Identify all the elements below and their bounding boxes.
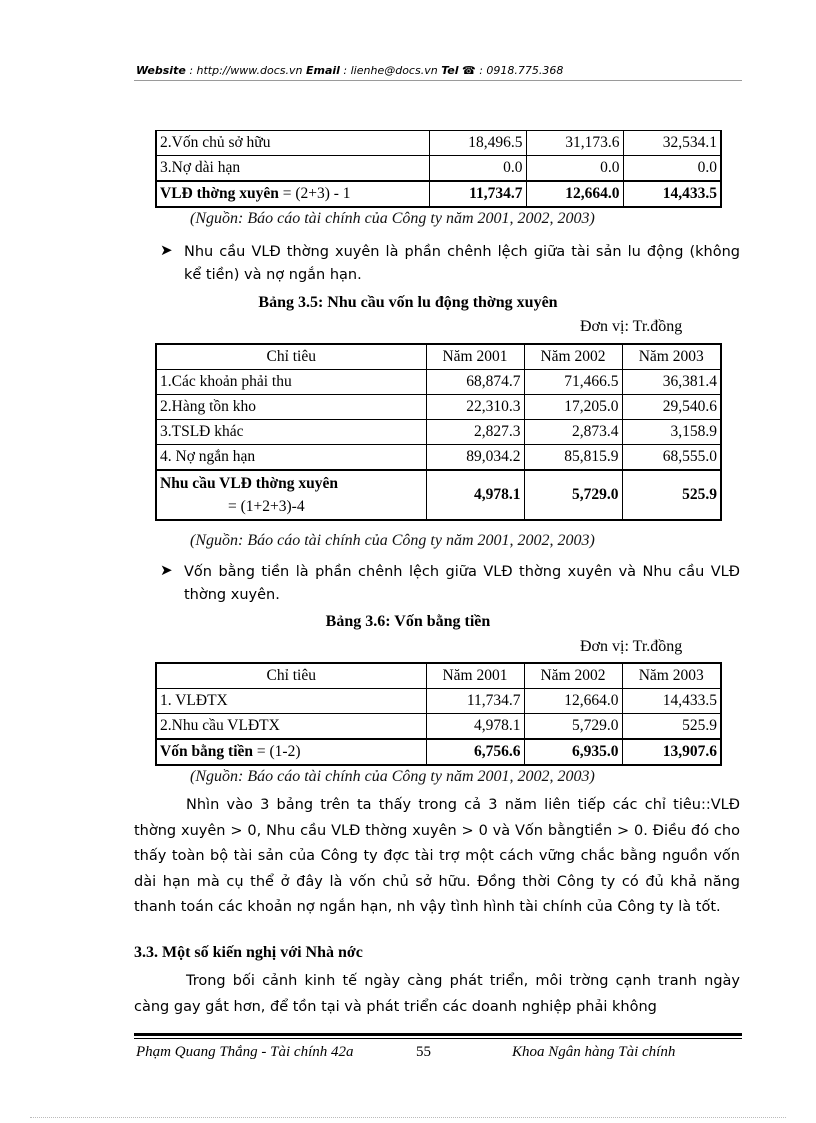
value-2001: 18,496.5 — [429, 131, 526, 156]
page-header — [136, 64, 563, 77]
value-2003: 14,433.5 — [622, 689, 721, 714]
table-header-row — [156, 344, 721, 370]
bullet-text: Vốn bằng tiền là phần chênh lệch giữa VLĐ thờng xuyên và Nhu cầu VLĐ thờng xuyên. — [184, 564, 740, 603]
value-2001: 68,874.7 — [426, 370, 524, 395]
value-2001: 22,310.3 — [426, 395, 524, 420]
value-2002: 0.0 — [526, 156, 623, 182]
row-label: 3.Nợ dài hạn — [156, 156, 429, 182]
value-2003: 3,158.9 — [622, 420, 721, 445]
total-label-bold: VLĐ thờng xuyên — [160, 185, 279, 202]
total-2003: 14,433.5 — [623, 181, 721, 207]
value-2003: 36,381.4 — [622, 370, 721, 395]
total-label-formula: = (2+3) - 1 — [278, 185, 351, 202]
header-cell: Năm 2003 — [622, 663, 721, 689]
table-row — [156, 370, 721, 395]
total-2003: 13,907.6 — [622, 739, 721, 765]
total-label — [156, 181, 429, 207]
total-2001: 6,756.6 — [426, 739, 524, 765]
website-label: Website — [136, 64, 186, 77]
source-note: (Nguồn: Báo cáo tài chính của Công ty năm 2001, 2002, 2003) — [190, 768, 595, 785]
value-2002: 2,873.4 — [524, 420, 622, 445]
value-2001: 0.0 — [429, 156, 526, 182]
table-row — [156, 420, 721, 445]
table-total-row — [156, 739, 721, 765]
table-nhu-cau-vld — [155, 343, 722, 521]
table-unit: Đơn vị: Tr.đồng — [580, 638, 683, 655]
footer-rule — [134, 1033, 742, 1036]
table-row — [156, 714, 721, 740]
value-2002: 71,466.5 — [524, 370, 622, 395]
total-2001: 11,734.7 — [429, 181, 526, 207]
total-label-bold: Nhu cầu VLĐ thờng xuyên — [160, 475, 338, 492]
header-cell: Năm 2002 — [524, 663, 622, 689]
table-header-row — [156, 663, 721, 689]
table-total-row — [156, 181, 721, 207]
value-2003: 32,534.1 — [623, 131, 721, 156]
total-label — [156, 470, 426, 520]
value-2002: 31,173.6 — [526, 131, 623, 156]
value-2003: 0.0 — [623, 156, 721, 182]
email-value[interactable]: : lienhe@docs.vn — [343, 64, 438, 77]
table-von-bang-tien — [155, 662, 722, 766]
body-paragraph: Nhìn vào 3 bảng trên ta thấy trong cả 3 năm liên tiếp các chỉ tiêu::VLĐ thờng xuyên > 0, Nhu cầu VLĐ thờng xuyên > 0 và Vốn bằngtiền > 0. Điều đó cho thấy toàn bộ tài sản của Công ty đợc tài trợ một cách vững chắc bằng nguồn vốn dài hạn mà cụ thể ở đây là vốn chủ sở hữu. Đồng thời Công ty có đủ khả năng thanh toán các khoản nợ ngắn hạn, nh vậy tình hình tài chính của Công ty là tốt. — [134, 797, 740, 915]
value-2001: 89,034.2 — [426, 445, 524, 471]
table-row — [156, 131, 721, 156]
website-value[interactable]: : http://www.docs.vn — [189, 64, 303, 77]
row-label: 1.Các khoản phải thu — [156, 370, 426, 395]
total-2002: 6,935.0 — [524, 739, 622, 765]
row-label: 2.Vốn chủ sở hữu — [156, 131, 429, 156]
table-title: Bảng 3.6: Vốn bằng tiền — [325, 613, 491, 630]
total-label-bold: Vốn bằng tiền — [160, 743, 254, 760]
header-rule — [134, 80, 742, 81]
table-vld-thuong-xuyen — [155, 130, 722, 208]
total-2002: 5,729.0 — [524, 470, 622, 520]
value-2003: 525.9 — [622, 714, 721, 740]
row-label: 1. VLĐTX — [156, 689, 426, 714]
tel-value: : 0918.775.368 — [479, 64, 564, 77]
total-label — [156, 739, 426, 765]
header-cell: Chỉ tiêu — [156, 663, 426, 689]
header-cell: Năm 2001 — [426, 344, 524, 370]
footer-faculty: Khoa Ngân hàng Tài chính — [512, 1044, 676, 1060]
total-label-formula: = (1+2+3)-4 — [228, 498, 305, 515]
header-cell: Năm 2003 — [622, 344, 721, 370]
value-2002: 17,205.0 — [524, 395, 622, 420]
total-2002: 12,664.0 — [526, 181, 623, 207]
table-row — [156, 395, 721, 420]
source-note: (Nguồn: Báo cáo tài chính của Công ty năm 2001, 2002, 2003) — [190, 210, 595, 227]
total-label-formula: = (1-2) — [253, 743, 301, 760]
header-cell: Năm 2001 — [426, 663, 524, 689]
phone-icon: ☎ — [462, 64, 476, 77]
value-2002: 5,729.0 — [524, 714, 622, 740]
value-2001: 2,827.3 — [426, 420, 524, 445]
footer-author: Phạm Quang Thắng - Tài chính 42a — [136, 1044, 354, 1060]
row-label: 2.Nhu cầu VLĐTX — [156, 714, 426, 740]
table-unit: Đơn vị: Tr.đồng — [580, 318, 683, 335]
row-label: 2.Hàng tồn kho — [156, 395, 426, 420]
row-label: 4. Nợ ngắn hạn — [156, 445, 426, 471]
value-2002: 85,815.9 — [524, 445, 622, 471]
value-2003: 68,555.0 — [622, 445, 721, 471]
footer-rule — [134, 1038, 742, 1039]
page-number: 55 — [416, 1044, 431, 1060]
table-row — [156, 689, 721, 714]
source-note: (Nguồn: Báo cáo tài chính của Công ty năm 2001, 2002, 2003) — [190, 532, 595, 549]
value-2001: 4,978.1 — [426, 714, 524, 740]
section-heading: 3.3. Một số kiến nghị với Nhà nớc — [134, 944, 363, 961]
value-2003: 29,540.6 — [622, 395, 721, 420]
table-row — [156, 445, 721, 471]
bullet-text: Nhu cầu VLĐ thờng xuyên là phần chênh lệch giữa tài sản lu động (không kể tiền) và nợ ngắn hạn. — [184, 244, 740, 283]
value-2002: 12,664.0 — [524, 689, 622, 714]
row-label: 3.TSLĐ khác — [156, 420, 426, 445]
total-2003: 525.9 — [622, 470, 721, 520]
email-label: Email — [305, 64, 340, 77]
body-paragraph: Trong bối cảnh kinh tế ngày càng phát triển, môi trờng cạnh tranh ngày càng gay gắt hơn, để tồn tại và phát triển các doanh nghiệp phải không — [134, 973, 740, 1015]
tel-label: Tel — [441, 64, 459, 77]
arrow-bullet-icon: ➤ — [160, 243, 173, 259]
value-2001: 11,734.7 — [426, 689, 524, 714]
table-total-row — [156, 470, 721, 520]
page-edge — [30, 1117, 786, 1118]
header-cell: Chỉ tiêu — [156, 344, 426, 370]
total-2001: 4,978.1 — [426, 470, 524, 520]
header-cell: Năm 2002 — [524, 344, 622, 370]
table-title: Bảng 3.5: Nhu cầu vốn lu động thờng xuyên — [258, 294, 558, 311]
arrow-bullet-icon: ➤ — [160, 563, 173, 579]
table-row — [156, 156, 721, 182]
